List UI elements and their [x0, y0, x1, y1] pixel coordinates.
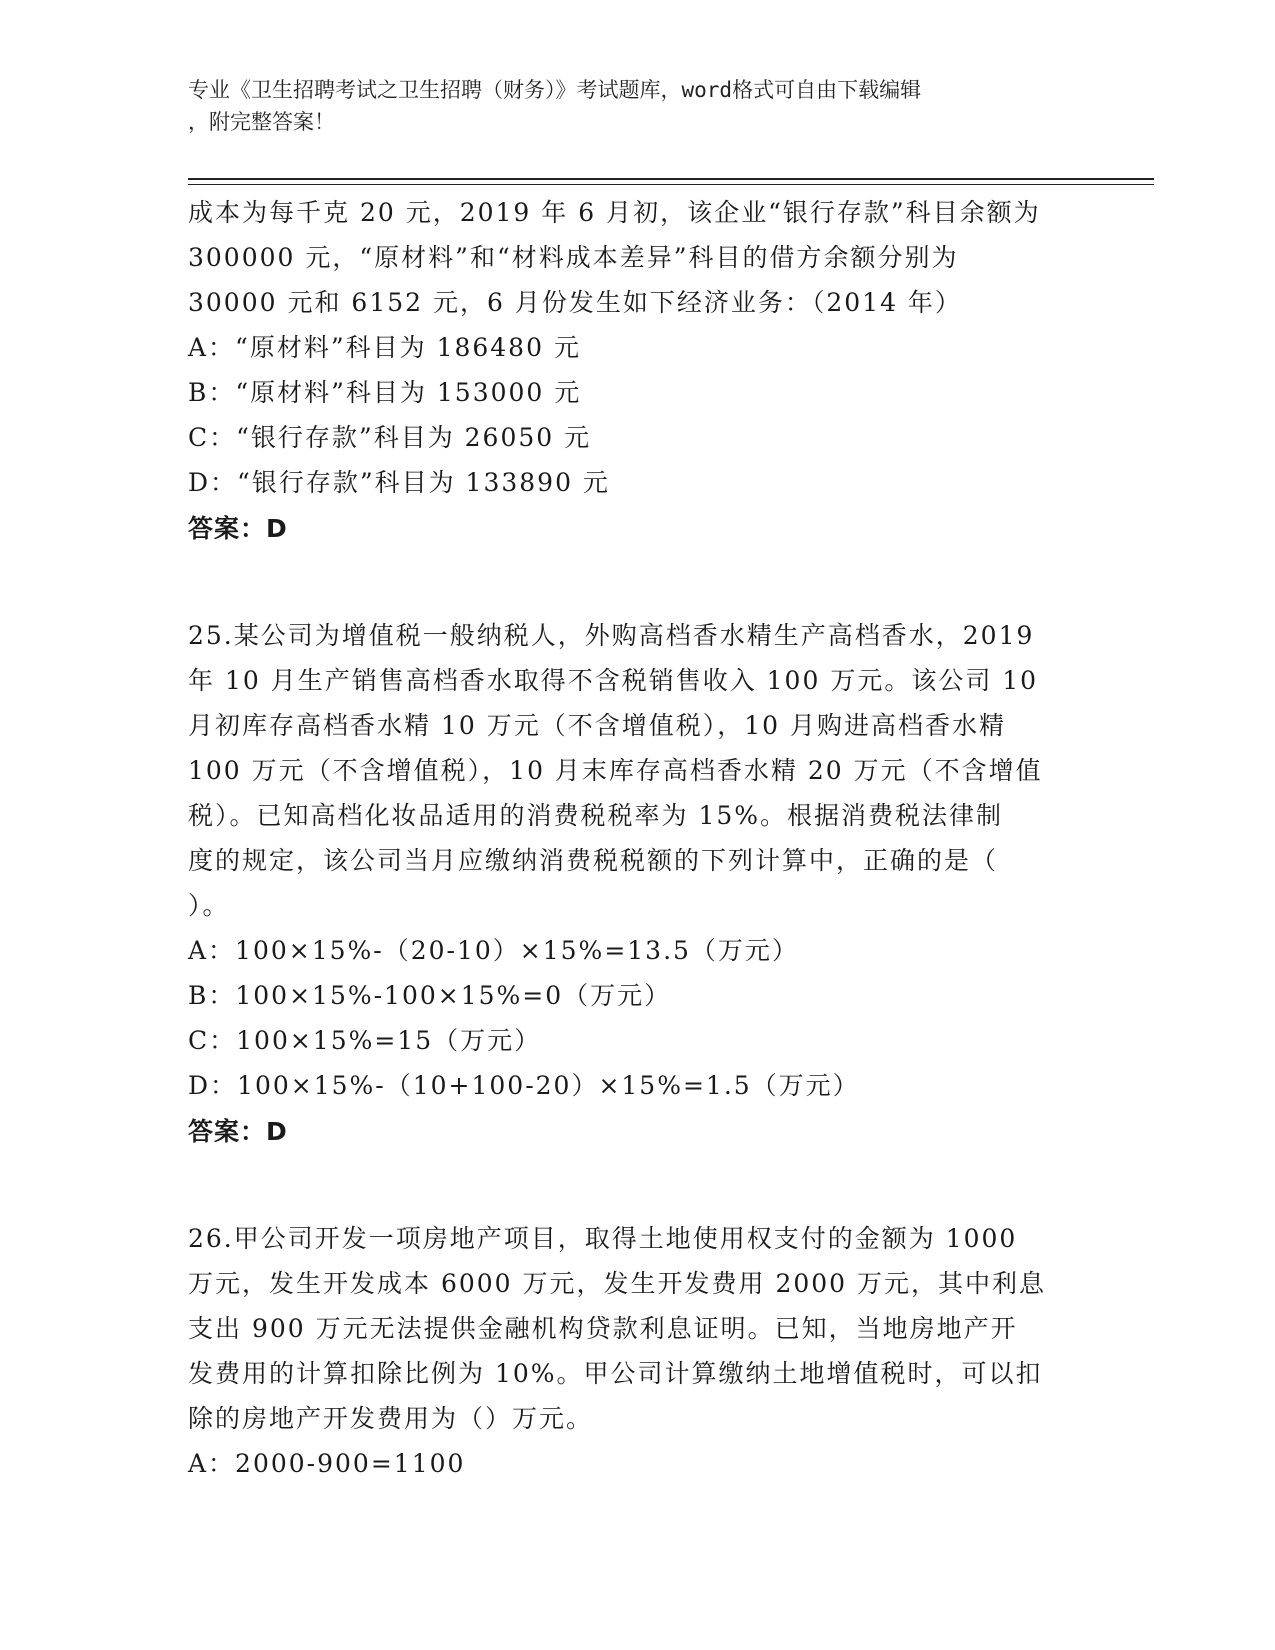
question-text-line: 税）。已知高档化妆品适用的消费税税率为 15%。根据消费税法律制: [188, 801, 1004, 830]
option-b: B：100×15%-100×15%=0（万元）: [188, 981, 672, 1010]
option-c: C：100×15%=15（万元）: [188, 1026, 542, 1055]
option-d: D：“银行存款”科目为 133890 元: [188, 468, 610, 497]
question-text-line: 度的规定，该公司当月应缴纳消费税税额的下列计算中，正确的是（: [188, 846, 999, 875]
question-text-line: ）。: [188, 891, 230, 920]
question-text-line: 发费用的计算扣除比例为 10%。甲公司计算缴纳土地增值税时，可以扣: [188, 1359, 1043, 1388]
option-a: A：100×15%-（20-10）×15%=13.5（万元）: [188, 936, 799, 965]
question-text-line: 30000 元和 6152 元，6 月份发生如下经济业务：（2014 年）: [188, 288, 962, 317]
question-text-line: 支出 900 万元无法提供金融机构贷款利息证明。已知，当地房地产开: [188, 1314, 1018, 1343]
header-line-2: ，附完整答案！: [188, 110, 335, 134]
page-header: [188, 74, 1068, 138]
question-text-line: 月初库存高档香水精 10 万元（不含增值税），10 月购进高档香水精: [188, 711, 1006, 740]
answer-label: 答案：D: [188, 1117, 288, 1146]
question-26: [188, 1216, 1088, 1486]
question-25: [188, 613, 1088, 1156]
question-content: [188, 190, 1088, 1486]
option-a: A：“原材料”科目为 186480 元: [188, 333, 581, 362]
option-c: C：“银行存款”科目为 26050 元: [188, 423, 592, 452]
header-line-1: 专业《卫生招聘考试之卫生招聘（财务）》考试题库，word格式可自由下载编辑: [188, 78, 922, 102]
question-text-line: 300000 元，“原材料”和“材料成本差异”科目的借方余额分别为: [188, 243, 959, 272]
question-text-line: 26.甲公司开发一项房地产项目，取得土地使用权支付的金额为 1000: [188, 1224, 1018, 1253]
question-text-line: 25.某公司为增值税一般纳税人，外购高档香水精生产高档香水，2019: [188, 621, 1035, 650]
answer-label: 答案：D: [188, 514, 288, 543]
question-text-line: 成本为每千克 20 元，2019 年 6 月初，该企业“银行存款”科目余额为: [188, 198, 1041, 227]
question-text-line: 年 10 月生产销售高档香水取得不含税销售收入 100 万元。该公司 10: [188, 666, 1039, 695]
question-text-line: 除的房地产开发费用为（）万元。: [188, 1404, 594, 1433]
option-a: A：2000-900=1100: [188, 1449, 466, 1478]
header-rule-thin: [188, 184, 1154, 185]
question-text-line: 100 万元（不含增值税），10 月末库存高档香水精 20 万元（不含增值: [188, 756, 1043, 785]
header-rule-thick: [188, 178, 1154, 180]
question-24: [188, 190, 1088, 553]
option-d: D：100×15%-（10+100-20）×15%=1.5（万元）: [188, 1071, 860, 1100]
question-text-line: 万元，发生开发成本 6000 万元，发生开发费用 2000 万元，其中利息: [188, 1269, 1047, 1298]
option-b: B：“原材料”科目为 153000 元: [188, 378, 582, 407]
